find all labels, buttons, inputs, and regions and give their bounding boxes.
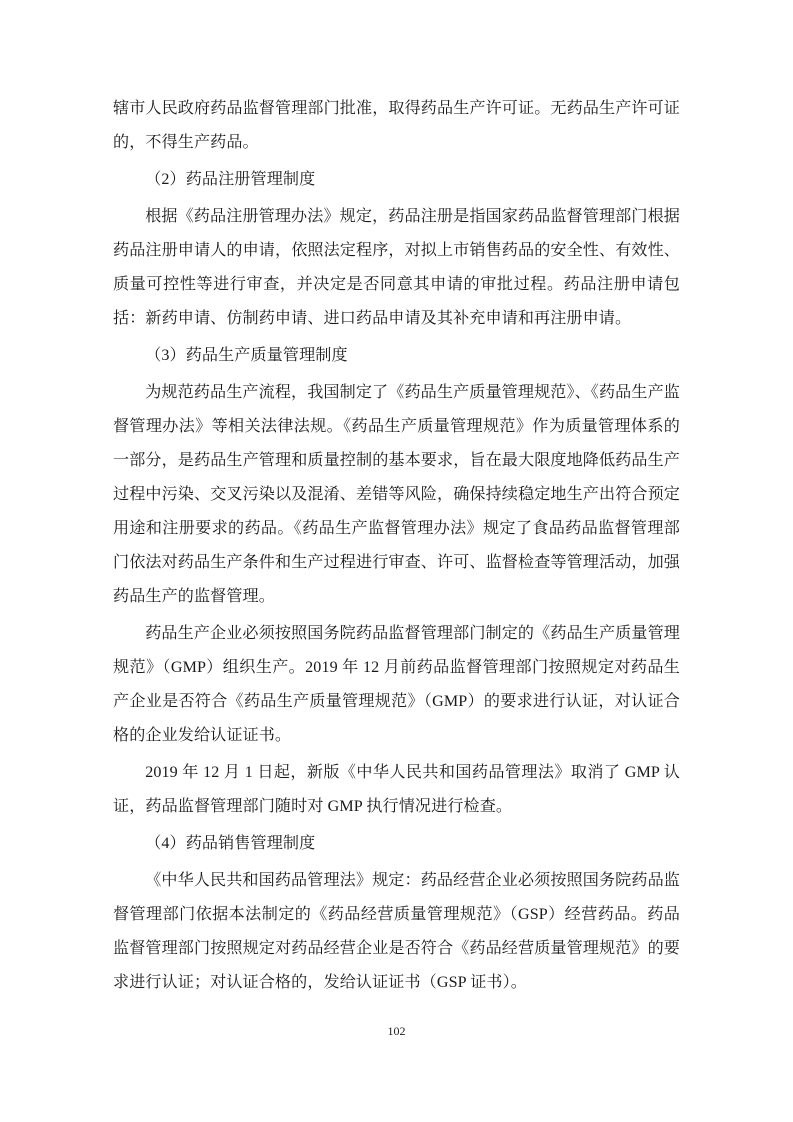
paragraph-gsp-certification: 《中华人民共和国药品管理法》规定：药品经营企业必须按照国务院药品监督管理部门依据本法制定的《药品经营质量管理规范》（GSP）经营药品。药品监督管理部门按照规定对药品经营企业是否符合《药品经营质量管理规范》的要求进行认证；对认证合格的，发给认证证书（GSP 证书）。 [113, 872, 680, 991]
section-heading-drug-sales: （4）药品销售管理制度 [145, 835, 316, 852]
paragraph-gmp-regulations: 为规范药品生产流程，我国制定了《药品生产质量管理规范》、《药品生产监督管理办法》等相关法律法规。《药品生产质量管理规范》作为质量管理体系的一部分，是药品生产管理和质量控制的基本要求，旨在最大限度地降低药品生产过程中污染、交叉污染以及混淆、差错等风险，确保持续稳定地生产出符合预定用途和注册要求的药品。《药品生产监督管理办法》规定了食品药品监督管理部门依法对药品生产条件和生产过程进行审查、许可、监督检查等管理活动，加强药品生产的监督管理。 [113, 384, 680, 605]
paragraph-drug-registration: 根据《药品注册管理办法》规定，药品注册是指国家药品监督管理部门根据药品注册申请人的申请，依照法定程序，对拟上市销售药品的安全性、有效性、质量可控性等进行审查，并决定是否同意其申请的审批过程。药品注册申请包括：新药申请、仿制药申请、进口药品申请及其补充申请和再注册申请。 [113, 208, 680, 327]
page-content [113, 92, 680, 1000]
paragraph-licensing-continuation: 辖市人民政府药品监督管理部门批准，取得药品生产许可证。无药品生产许可证的，不得生产药品。 [113, 100, 680, 151]
paragraph-gmp-cancellation: 2019 年 12 月 1 日起，新版《中华人民共和国药品管理法》取消了 GMP 认证，药品监督管理部门随时对 GMP 执行情况进行检查。 [113, 764, 680, 815]
page-number: 102 [387, 1024, 406, 1038]
section-heading-production-quality: （3）药品生产质量管理制度 [145, 347, 348, 364]
paragraph-gmp-certification: 药品生产企业必须按照国务院药品监督管理部门制定的《药品生产质量管理规范》（GMP）组织生产。2019 年 12 月前药品监督管理部门按照规定对药品生产企业是否符合《药品生产质量管理规范》（GMP）的要求进行认证，对认证合格的企业发给认证证书。 [113, 625, 680, 744]
section-heading-drug-registration: （2）药品注册管理制度 [145, 171, 316, 188]
